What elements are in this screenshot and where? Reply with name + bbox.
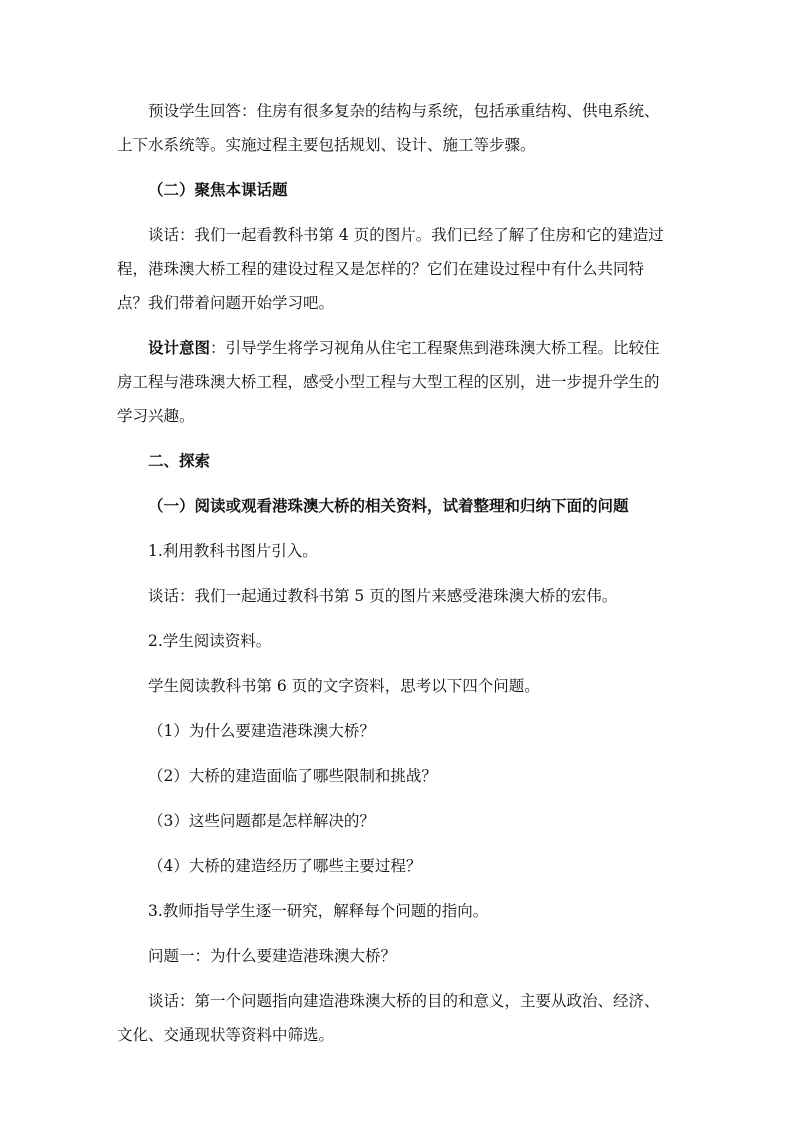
paragraph-line: 谈话：我们一起通过教科书第 5 页的图片来感受港珠澳大桥的宏伟。 bbox=[148, 587, 618, 605]
design-intent-label: 设计意图 bbox=[148, 338, 211, 357]
question-item: （4）大桥的建造经历了哪些主要过程？ bbox=[148, 857, 422, 875]
list-item: 3.教师指导学生逐一研究，解释每个问题的指向。 bbox=[148, 902, 489, 920]
paragraph-line: 程，港珠澳大桥工程的建设过程又是怎样的？它们在建设过程中有什么共同特 bbox=[117, 260, 645, 278]
section-heading: （二）聚焦本课话题 bbox=[148, 180, 288, 199]
paragraph-line: 谈话：我们一起看教科书第 4 页的图片。我们已经了解了住房和它的建造过 bbox=[148, 226, 664, 244]
paragraph-line: 文化、交通现状等资料中筛选。 bbox=[117, 1026, 335, 1044]
paragraph-line: 学习兴趣。 bbox=[117, 407, 195, 425]
paragraph-line bbox=[148, 331, 698, 365]
paragraph-line: 房工程与港珠澳大桥工程，感受小型工程与大型工程的区别，进一步提升学生的 bbox=[117, 373, 660, 391]
list-item: 2.学生阅读资料。 bbox=[148, 632, 272, 650]
paragraph-line: 上下水系统等。实施过程主要包括规划、设计、施工等步骤。 bbox=[117, 136, 536, 154]
paragraph-line: 点？我们带着问题开始学习吧。 bbox=[117, 294, 335, 312]
list-item: 1.利用教科书图片引入。 bbox=[148, 542, 318, 560]
paragraph-line: 学生阅读教科书第 6 页的文字资料，思考以下四个问题。 bbox=[148, 677, 540, 695]
paragraph-line: 问题一：为什么要建造港珠澳大桥？ bbox=[148, 947, 397, 965]
section-heading: 二、探索 bbox=[148, 451, 211, 470]
paragraph-line: 谈话：第一个问题指向建造港珠澳大桥的目的和意义，主要从政治、经济、 bbox=[148, 992, 660, 1010]
section-heading: （一）阅读或观看港珠澳大桥的相关资料，试着整理和归纳下面的问题 bbox=[148, 496, 629, 515]
design-intent-text: ：引导学生将学习视角从住宅工程聚焦到港珠澳大桥工程。比较住 bbox=[210, 339, 660, 357]
question-item: （2）大桥的建造面临了哪些限制和挑战？ bbox=[148, 767, 437, 785]
question-item: （3）这些问题都是怎样解决的？ bbox=[148, 812, 375, 830]
paragraph-line: 预设学生回答：住房有很多复杂的结构与系统，包括承重结构、供电系统、 bbox=[148, 102, 660, 120]
question-item: （1）为什么要建造港珠澳大桥？ bbox=[148, 722, 375, 740]
